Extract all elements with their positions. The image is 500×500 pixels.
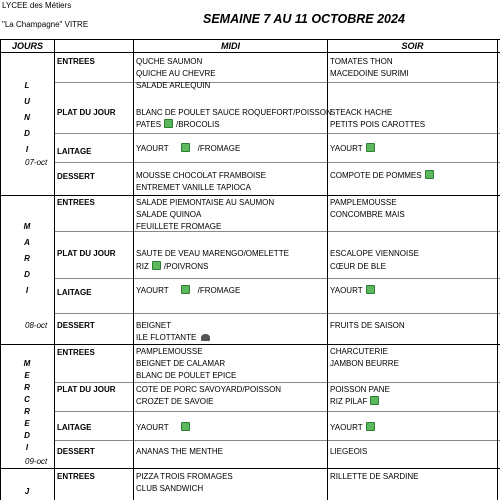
menu-item: SALADE QUINOA [136,210,202,219]
menu-item-row [136,119,220,130]
menu-item: TOMATES THON [330,57,393,66]
col-sep-jours [54,39,55,500]
day-letter: I [25,443,29,452]
category-plat: PLAT DU JOUR [57,249,116,258]
menu-item: PATES [136,120,162,129]
row-line [55,133,500,134]
day-letter: L [24,81,30,90]
menu-item: RIZ [136,262,149,271]
day-letter: E [24,371,30,380]
menu-item: PIZZA TROIS FROMAGES [136,472,233,481]
category-laitage: LAITAGE [57,147,92,156]
organic-leaf-icon [181,422,190,431]
table-right-border [497,39,498,500]
menu-item: SALADE ARLEQUIN [136,81,211,90]
col-sep-categories [133,39,134,500]
menu-item: COTE DE PORC SAVOYARD/POISSON [136,385,282,394]
menu-item: MACEDOINE SURIMI [330,69,409,78]
menu-item: LIEGEOIS [330,447,368,456]
day-letter: D [24,270,30,279]
menu-item-row [330,285,378,296]
row-line [55,313,500,314]
day-separator-lundi [0,195,500,196]
menu-item-row [136,285,240,296]
row-line [55,231,500,232]
menu-item: FRUITS DE SAISON [330,321,405,330]
homemade-pot-icon [201,334,210,341]
day-letter: R [24,407,30,416]
category-entrees: ENTREES [57,198,95,207]
menu-item-row [136,143,240,154]
menu-item: YAOURT [330,423,363,432]
day-letter: R [24,254,30,263]
menu-item: STEACK HACHE [330,108,393,117]
menu-item: FEUILLETE FROMAGE [136,222,222,231]
menu-item: /FROMAGE [197,286,241,295]
menu-item: ENTREMET VANILLE TAPIOCA [136,183,251,192]
day-letter: M [23,222,31,231]
organic-leaf-icon [425,170,434,179]
day-letter: M [23,359,31,368]
table-left-border [0,39,1,500]
menu-item: QUCHE SAUMON [136,57,203,66]
school-name: LYCEE des Métiers [2,1,72,10]
category-dessert: DESSERT [57,447,95,456]
category-dessert: DESSERT [57,172,95,181]
day-date: 07-oct [25,158,48,167]
menu-item: YAOURT [136,144,169,153]
header-bottom-border [0,52,500,53]
organic-leaf-icon [366,422,375,431]
day-letter: A [24,238,30,247]
menu-item-row [136,261,208,272]
category-entrees: ENTREES [57,472,95,481]
menu-item: /BROCOLIS [176,120,220,129]
menu-item: CLUB SANDWICH [136,484,204,493]
organic-leaf-icon [366,143,375,152]
menu-item: COMPOTE DE POMMES [330,171,422,180]
menu-item: RILLETTE DE SARDINE [330,472,419,481]
menu-item: YAOURT [136,423,169,432]
col-header-soir: SOIR [401,41,424,51]
menu-item: JAMBON BEURRE [330,359,399,368]
row-line [55,162,500,163]
row-line [55,82,500,83]
menu-item: QUICHE AU CHEVRE [136,69,216,78]
row-line [55,411,500,412]
menu-item: /FROMAGE [197,144,241,153]
day-letter: N [24,113,30,122]
menu-item: POISSON PANE [330,385,390,394]
menu-item: MOUSSE CHOCOLAT FRAMBOISE [136,171,266,180]
menu-item: BLANC DE POULET EPICE [136,371,237,380]
menu-item: CONCOMBRE MAIS [330,210,405,219]
school-subtitle: "La Champagne" VITRE [2,20,89,29]
day-letter: U [24,97,30,106]
organic-leaf-icon [181,143,190,152]
row-line [55,440,500,441]
menu-item: ILE FLOTTANTE [136,333,197,342]
menu-item-row [330,170,437,181]
menu-item: SAUTE DE VEAU MARENGO/OMELETTE [136,249,289,258]
menu-item-row [136,332,210,343]
day-date: 09-oct [25,457,48,466]
menu-item: ANANAS THE MENTHE [136,447,223,456]
category-plat: PLAT DU JOUR [57,108,116,117]
organic-leaf-icon [152,261,161,270]
row-line [55,278,500,279]
day-letter: I [25,145,29,154]
menu-item: CHARCUTERIE [330,347,388,356]
day-separator-mardi [0,344,500,345]
menu-item-row [330,143,378,154]
organic-leaf-icon [181,285,190,294]
menu-item: PAMPLEMOUSSE [330,198,397,207]
organic-leaf-icon [164,119,173,128]
menu-item: YAOURT [330,144,363,153]
category-laitage: LAITAGE [57,288,92,297]
menu-item: /POIVRONS [163,262,209,271]
day-separator-mercredi [0,468,500,469]
menu-item: PETITS POIS CAROTTES [330,120,426,129]
row-line [55,382,500,383]
menu-item-row [330,422,378,433]
day-letter: E [24,419,30,428]
day-letter: R [24,383,30,392]
day-letter: D [24,129,30,138]
menu-item: BEIGNET [136,321,172,330]
menu-item: CŒUR DE BLE [330,262,387,271]
category-laitage: LAITAGE [57,423,92,432]
day-letter: C [24,395,30,404]
week-title: SEMAINE 7 AU 11 OCTOBRE 2024 [203,12,405,26]
col-header-jours: JOURS [11,41,43,51]
category-entrees: ENTREES [57,57,95,66]
menu-item: CROZET DE SAVOIE [136,397,214,406]
menu-item: PAMPLEMOUSSE [136,347,203,356]
menu-item: BEIGNET DE CALAMAR [136,359,226,368]
day-letter: I [25,286,29,295]
category-dessert: DESSERT [57,321,95,330]
menu-item: YAOURT [136,286,169,295]
day-date: 08-oct [25,321,48,330]
menu-item: RIZ PILAF [330,397,368,406]
col-header-midi: MIDI [221,41,240,51]
organic-leaf-icon [370,396,379,405]
menu-item-row [136,422,193,433]
day-letter: J [24,487,30,496]
day-letter: D [24,431,30,440]
menu-item: ESCALOPE VIENNOISE [330,249,419,258]
menu-item: BLANC DE POULET SAUCE ROQUEFORT/POISSON [136,108,332,117]
category-entrees: ENTREES [57,348,95,357]
menu-item: YAOURT [330,286,363,295]
category-plat: PLAT DU JOUR [57,385,116,394]
organic-leaf-icon [366,285,375,294]
menu-item-row [330,396,382,407]
menu-item: SALADE PIEMONTAISE AU SAUMON [136,198,275,207]
